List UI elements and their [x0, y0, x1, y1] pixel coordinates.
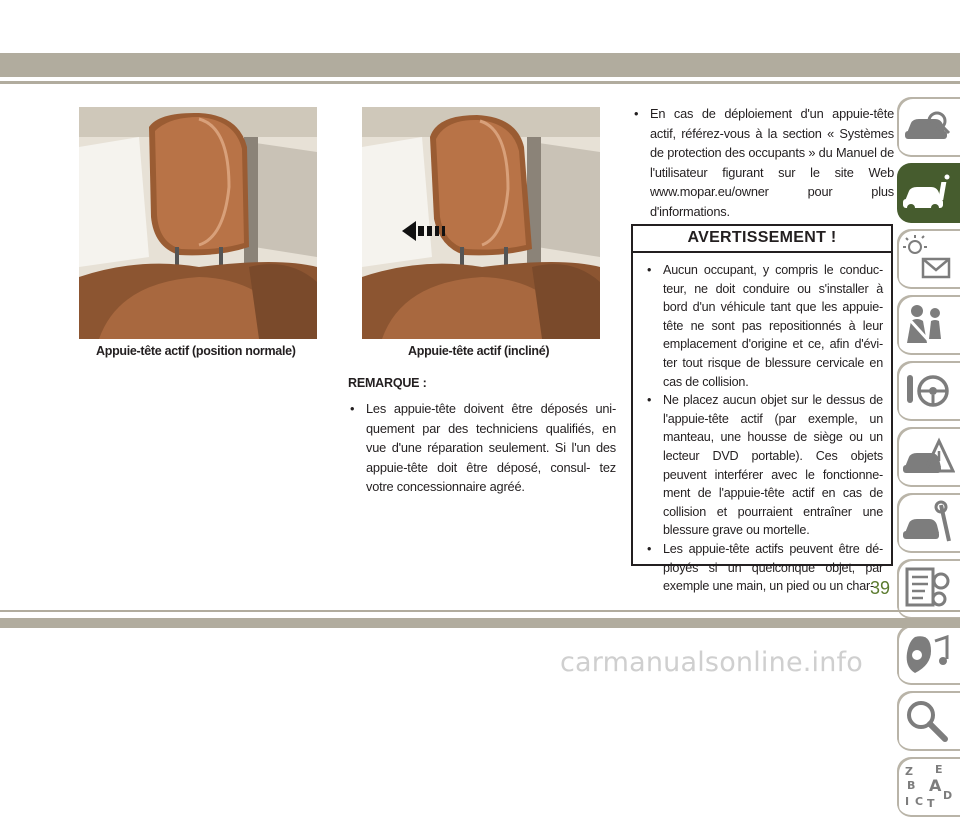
- deployment-info-list: [632, 104, 894, 222]
- tab-steering[interactable]: [897, 361, 960, 421]
- tab-index[interactable]: [897, 757, 960, 817]
- index-letter: C: [915, 795, 924, 808]
- car-service-icon: [901, 497, 955, 549]
- index-letter: A: [929, 776, 942, 795]
- photo-caption-normal: Appuie-tête actif (position normale): [96, 344, 296, 358]
- tab-car-info[interactable]: [897, 163, 960, 223]
- search-icon: [901, 695, 955, 747]
- top-rule: [0, 81, 960, 84]
- tab-car-magnifier[interactable]: [897, 97, 960, 157]
- tab-multimedia[interactable]: [897, 625, 960, 685]
- index-letter: B: [907, 779, 916, 792]
- warning-rule: [633, 251, 891, 253]
- bottom-band: [0, 618, 960, 628]
- headrest-photo-tilted: [362, 107, 600, 339]
- top-band: [0, 53, 960, 77]
- tab-roadside[interactable]: [897, 427, 960, 487]
- chapter-sidebar: [897, 97, 960, 823]
- specifications-icon: [901, 563, 955, 615]
- warning-lights-icon: [901, 233, 955, 285]
- warning-item: • Ne placez aucun objet sur le dessus de l'appuie-tête actif (par exemple, un manteau, une housse de siège ou un lecteur DVD portable). Ces objets peuvent interférer avec le fonctionne- ment de l'appuie-tête actif en cas de collision et pourraient entraîner une blessure grave ou mortelle.: [645, 391, 883, 540]
- tab-safety[interactable]: [897, 295, 960, 355]
- safety-person-icon: [901, 299, 955, 351]
- tab-service[interactable]: [897, 493, 960, 553]
- headrest-photo-normal: [79, 107, 317, 339]
- car-info-icon: [901, 167, 955, 219]
- index-letter: D: [943, 789, 953, 802]
- tab-search[interactable]: [897, 691, 960, 751]
- note-title: REMARQUE :: [348, 376, 427, 390]
- index-icon: [901, 761, 955, 813]
- deployment-info-item: • En cas de déploiement d'un appuie-tête actif, référez-vous à la section « Systèmes de protection des occupants » du Manuel de l'utilisateur figurant sur le site Web www.mopar.eu/owner pour plus d'informations.: [632, 104, 894, 222]
- index-letter: E: [935, 763, 943, 776]
- roadside-emergency-icon: [901, 431, 955, 483]
- warning-item: • Aucun occupant, y compris le conduc- teur, ne doit conduire ou s'installer à bord d'un véhicule tant que les appuie- tête ne sont pas repositionnés à leur emplacement d'origine et ce, afin d'évi- ter tout risque de blessure cervicale en cas de collision.: [645, 261, 883, 391]
- bottom-rule: [0, 610, 960, 612]
- index-letter: I: [905, 795, 910, 808]
- photo-caption-tilted: Appuie-tête actif (incliné): [408, 344, 550, 358]
- warning-item: • Les appuie-tête actifs peuvent être dé- ployés si un quelconque objet, par exemple une main, un pied ou un char-: [645, 540, 883, 596]
- multimedia-icon: [901, 629, 955, 681]
- warning-list: [645, 261, 883, 596]
- steering-wheel-icon: [901, 365, 955, 417]
- tab-warning-lights[interactable]: [897, 229, 960, 289]
- watermark: carmanualsonline.info: [560, 647, 863, 678]
- index-letter: T: [927, 797, 935, 810]
- car-magnifier-icon: [901, 101, 955, 153]
- warning-title: AVERTISSEMENT !: [687, 229, 837, 246]
- note-item: • Les appuie-tête doivent être déposés uni- quement par des techniciens qualifiés, en vue d'une réparation seulement. Si l'un des appuie-tête doit être déposé, consul- tez votre concessionnaire agréé.: [348, 399, 616, 497]
- index-letter: Z: [905, 765, 913, 778]
- note-list: [348, 399, 616, 497]
- page-number: 39: [870, 578, 891, 598]
